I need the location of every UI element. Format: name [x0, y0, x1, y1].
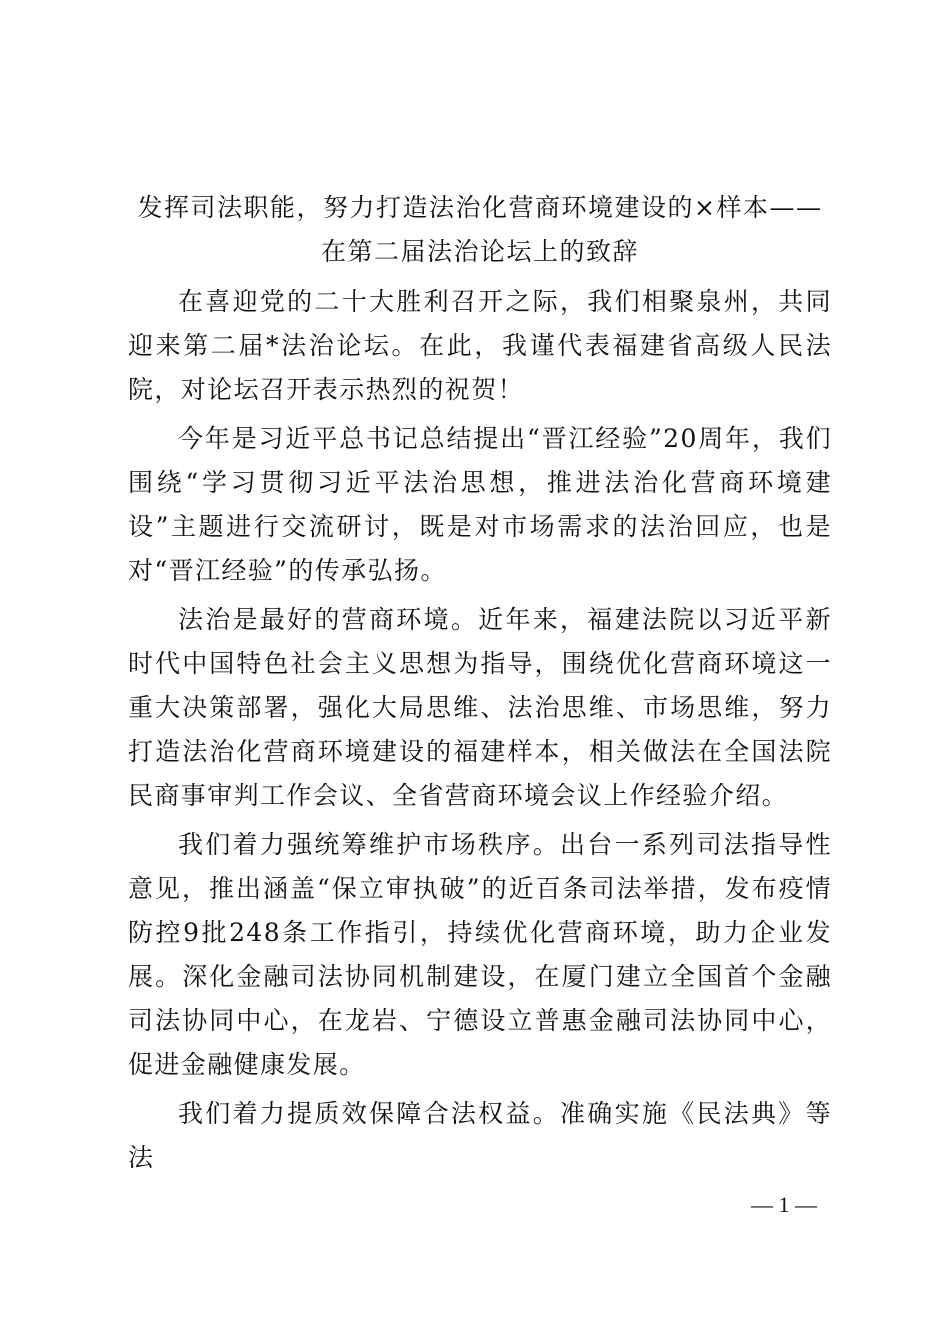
- paragraph-opening: 在喜迎党的二十大胜利召开之际，我们相聚泉州，共同迎来第二届*法治论坛。在此，我谨代表福建省高级人民法院，对论坛召开表示热烈的祝贺！: [128, 287, 832, 404]
- document-body: [128, 186, 832, 1185]
- page-number: — 1 —: [751, 1192, 817, 1217]
- document-title: 发挥司法职能，努力打造法治化营商环境建设的×样本——在第二届法治论坛上的致辞: [137, 193, 823, 266]
- paragraph-jinjiang-experience: 今年是习近平总书记总结提出“晋江经验”20周年，我们围绕“学习贯彻习近平法治思想，推进法治化营商环境建设”主题进行交流研讨，既是对市场需求的法治回应，也是对“晋江经验”的传承弘扬。: [128, 424, 832, 585]
- paragraph-market-order: 我们着力强统筹维护市场秩序。出台一系列司法指导性意见，推出涵盖“保立审执破”的近百条司法举措，发布疫情防控9批248条工作指引，持续优化营商环境，助力企业发展。深化金融司法协同机制建设，在厦门建立全国首个金融司法协同中心，在龙岩、宁德设立普惠金融司法协同中心，促进金融健康发展。: [128, 830, 832, 1079]
- paragraph-rule-of-law: 法治是最好的营商环境。近年来，福建法院以习近平新时代中国特色社会主义思想为指导，围绕优化营商环境这一重大决策部署，强化大局思维、法治思维、市场思维，努力打造法治化营商环境建设的福建样本，相关做法在全国法院民商事审判工作会议、全省营商环境会议上作经验介绍。: [128, 605, 832, 810]
- paragraph-rights-protection: 我们着力提质效保障合法权益。准确实施《民法典》等法: [128, 1099, 832, 1172]
